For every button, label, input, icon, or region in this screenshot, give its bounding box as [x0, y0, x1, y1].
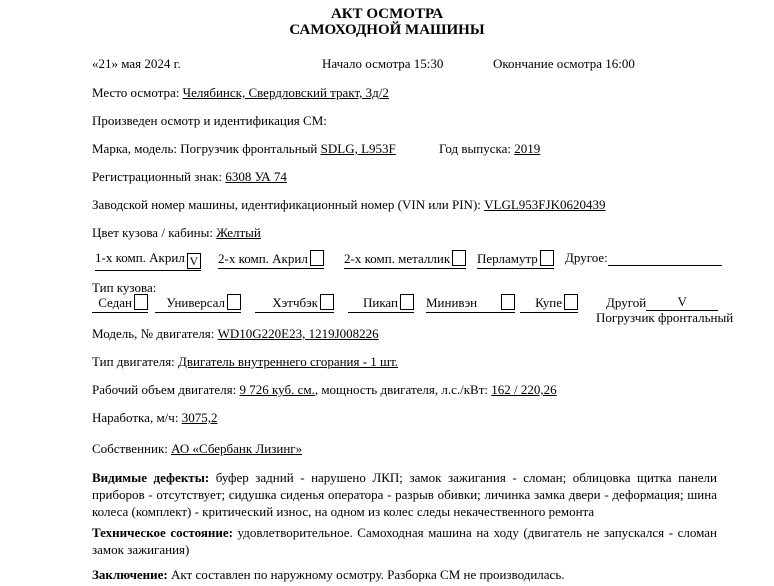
hours-label: Наработка, м/ч: [92, 410, 182, 425]
conclusion-text: Акт составлен по наружному осмотру. Разборка СМ не производилась. [167, 567, 565, 582]
engine-volume-label: Рабочий объем двигателя: [92, 382, 240, 397]
body-coupe-checkbox[interactable] [564, 294, 578, 310]
reg-value: 6308 УА 74 [225, 169, 287, 184]
title-line-2: САМОХОДНОЙ МАШИНЫ [289, 22, 485, 38]
paint-pearl-checkbox[interactable] [540, 250, 554, 266]
body-other [606, 294, 718, 311]
body-universal-checkbox[interactable] [227, 294, 241, 310]
engine-type-label: Тип двигателя: [92, 354, 179, 369]
reg-row [92, 169, 287, 185]
defects-label: Видимые дефекты: [92, 470, 210, 485]
engine-volume-row [92, 382, 557, 398]
owner-label: Собственник: [92, 441, 172, 456]
body-coupe-label: Купе [535, 295, 562, 310]
conclusion-paragraph [92, 566, 717, 583]
paint-pearl [477, 250, 554, 269]
tech-text: удовлетворительное. Самоходная машина на ходу (двигатель не запускался - сломан замок зажигания) [92, 525, 717, 557]
paint-metal2-checkbox[interactable] [452, 250, 466, 266]
vin-row [92, 197, 605, 213]
make-row [92, 141, 396, 157]
engine-type-row [92, 354, 398, 370]
paint-other-field[interactable] [608, 250, 722, 266]
hours-row [92, 410, 217, 426]
body-hatchback-checkbox[interactable] [320, 294, 334, 310]
engine-volume-value: 9 726 куб. см. [239, 382, 315, 397]
place-row [92, 85, 389, 101]
paint-acryl2-checkbox[interactable] [310, 250, 324, 266]
inspection-line: Произведен осмотр и идентификация СМ: [92, 113, 327, 128]
body-minivan-label: Минивэн [426, 295, 478, 310]
body-hatchback-label: Хэтчбэк [272, 295, 318, 310]
paint-pearl-label: Перламутр [477, 251, 538, 266]
reg-label: Регистрационный знак: [92, 169, 226, 184]
body-universal-label: Универсал [166, 295, 225, 310]
vin-value: VLGL953FJK0620439 [484, 197, 606, 212]
body-sedan-label: Седан [98, 295, 132, 310]
paint-other [565, 250, 722, 266]
owner-row [92, 441, 302, 457]
defects-paragraph [92, 469, 717, 520]
body-minivan-checkbox[interactable] [501, 294, 515, 310]
paint-acryl1 [95, 250, 201, 271]
paint-metal2 [344, 250, 466, 269]
paint-acryl2 [218, 250, 324, 269]
tech-paragraph [92, 524, 717, 558]
make-label: Марка, модель: Погрузчик фронтальный [92, 141, 321, 156]
owner-value: АО «Сбербанк Лизинг» [171, 441, 303, 456]
place-value: Челябинск, Свердловский тракт, 3д/2 [182, 85, 389, 100]
conclusion-label: Заключение: [92, 567, 168, 582]
color-value: Желтый [216, 225, 261, 240]
paint-other-label: Другое: [565, 250, 608, 265]
year-label: Год выпуска: [439, 141, 515, 156]
year-value: 2019 [514, 141, 541, 156]
body-hatchback [255, 294, 334, 313]
year-row [439, 141, 540, 157]
engine-power-value: 162 / 220,26 [491, 382, 557, 397]
body-pickup-checkbox[interactable] [400, 294, 414, 310]
paint-acryl1-label: 1-х комп. Акрил [95, 250, 185, 265]
body-coupe [520, 294, 578, 313]
body-other-value: Погрузчик фронтальный [596, 310, 734, 325]
body-type-label: Тип кузова: [92, 280, 157, 295]
make-value: SDLG, L953F [320, 141, 396, 156]
body-other-label: Другой [606, 295, 647, 310]
color-label: Цвет кузова / кабины: [92, 225, 217, 240]
engine-model-label: Модель, № двигателя: [92, 326, 218, 341]
body-pickup [348, 294, 414, 313]
body-other-mark[interactable]: V [646, 294, 718, 311]
title-line-1: АКТ ОСМОТРА [330, 6, 444, 22]
engine-type-value: Двигатель внутреннего сгорания - 1 шт. [178, 354, 399, 369]
engine-model-row [92, 326, 379, 342]
defects-text: буфер задний - нарушено ЛКП; замок зажигания - сломан; облицовка щитка панели приборов - отсутствует; сидушка сиденья оператора - разрыв обивки; личинка замка двери - деформация; шина колеса (комплект) - критический износ, на одном из колес следы некачественного ремонта [92, 470, 717, 519]
engine-power-label: , мощность двигателя, л.с./кВт: [314, 382, 492, 397]
vin-label: Заводской номер машины, идентификационный номер (VIN или PIN): [92, 197, 485, 212]
body-minivan [426, 294, 515, 313]
inspection-end-time: Окончание осмотра 16:00 [493, 56, 635, 71]
paint-acryl2-label: 2-х комп. Акрил [218, 251, 308, 266]
engine-model-value: WD10G220E23, 1219J008226 [217, 326, 379, 341]
tech-label: Техническое состояние: [92, 525, 233, 540]
paint-acryl1-checkbox[interactable]: V [187, 253, 201, 269]
color-row [92, 225, 261, 241]
paint-metal2-label: 2-х комп. металлик [344, 251, 451, 266]
body-sedan [92, 294, 148, 313]
body-pickup-label: Пикап [362, 295, 398, 310]
hours-value: 3075,2 [181, 410, 218, 425]
inspection-start-time: Начало осмотра 15:30 [322, 56, 444, 71]
body-sedan-checkbox[interactable] [134, 294, 148, 310]
inspection-date: «21» мая 2024 г. [92, 56, 181, 71]
body-universal [155, 294, 241, 313]
place-label: Место осмотра: [92, 85, 183, 100]
